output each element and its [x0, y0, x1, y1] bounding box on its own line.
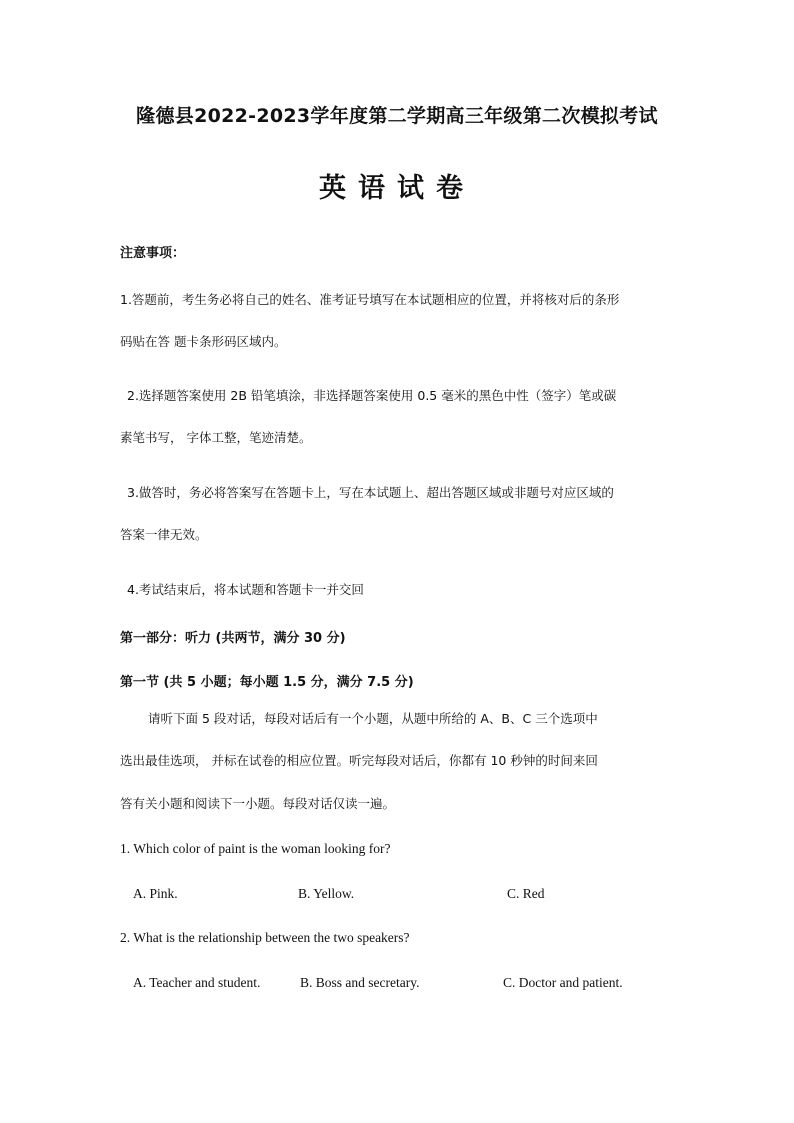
section-1-heading: 第一节 (共 5 小题；每小题 1.5 分，满分 7.5 分) [120, 675, 414, 690]
note-3-line-1: 3.做答时，务必将答案写在答题卡上，写在本试题上、超出答题区域或非题号对应区域的 [127, 485, 614, 500]
exam-subject-title: 英语试卷 [319, 173, 475, 204]
note-3-line-2: 答案一律无效。 [120, 527, 208, 542]
question-2-option-a: A. Teacher and student. [133, 975, 261, 990]
note-1-line-2: 码贴在答 题卡条形码区域内。 [120, 334, 287, 349]
note-2-line-2: 素笔书写， 字体工整，笔迹清楚。 [120, 430, 312, 445]
instructions-line-3: 答有关小题和阅读下一小题。每段对话仅读一遍。 [120, 796, 396, 811]
notes-heading: 注意事项： [120, 246, 186, 261]
question-1-option-c: C. Red [507, 886, 545, 901]
instructions-line-2: 选出最佳选项， 并标在试卷的相应位置。听完每段对话后，你都有 10 秒钟的时间来回 [120, 753, 598, 768]
question-2-text: 2. What is the relationship between the two speakers? [120, 930, 410, 945]
note-1-line-1: 1.答题前，考生务必将自己的姓名、准考证号填写在本试题相应的位置，并将核对后的条形 [120, 292, 620, 307]
question-1-option-b: B. Yellow. [298, 886, 355, 901]
part-1-heading: 第一部分：听力 (共两节，满分 30 分) [120, 631, 346, 646]
exam-title: 隆德县2022-2023学年度第二学期高三年级第二次模拟考试 [136, 105, 658, 127]
question-2-option-c: C. Doctor and patient. [503, 975, 623, 990]
question-1-text: 1. Which color of paint is the woman looking for? [120, 841, 391, 856]
instructions-line-1: 请听下面 5 段对话，每段对话后有一个小题，从题中所给的 A、B、C 三个选项中 [148, 711, 598, 726]
question-2-option-b: B. Boss and secretary. [300, 975, 420, 990]
note-4-line-1: 4.考试结束后，将本试题和答题卡一并交回 [127, 582, 364, 597]
note-2-line-1: 2.选择题答案使用 2B 铅笔填涂，非选择题答案使用 0.5 毫米的黑色中性（签字）笔或碳 [127, 388, 617, 403]
question-1-option-a: A. Pink. [133, 886, 178, 901]
